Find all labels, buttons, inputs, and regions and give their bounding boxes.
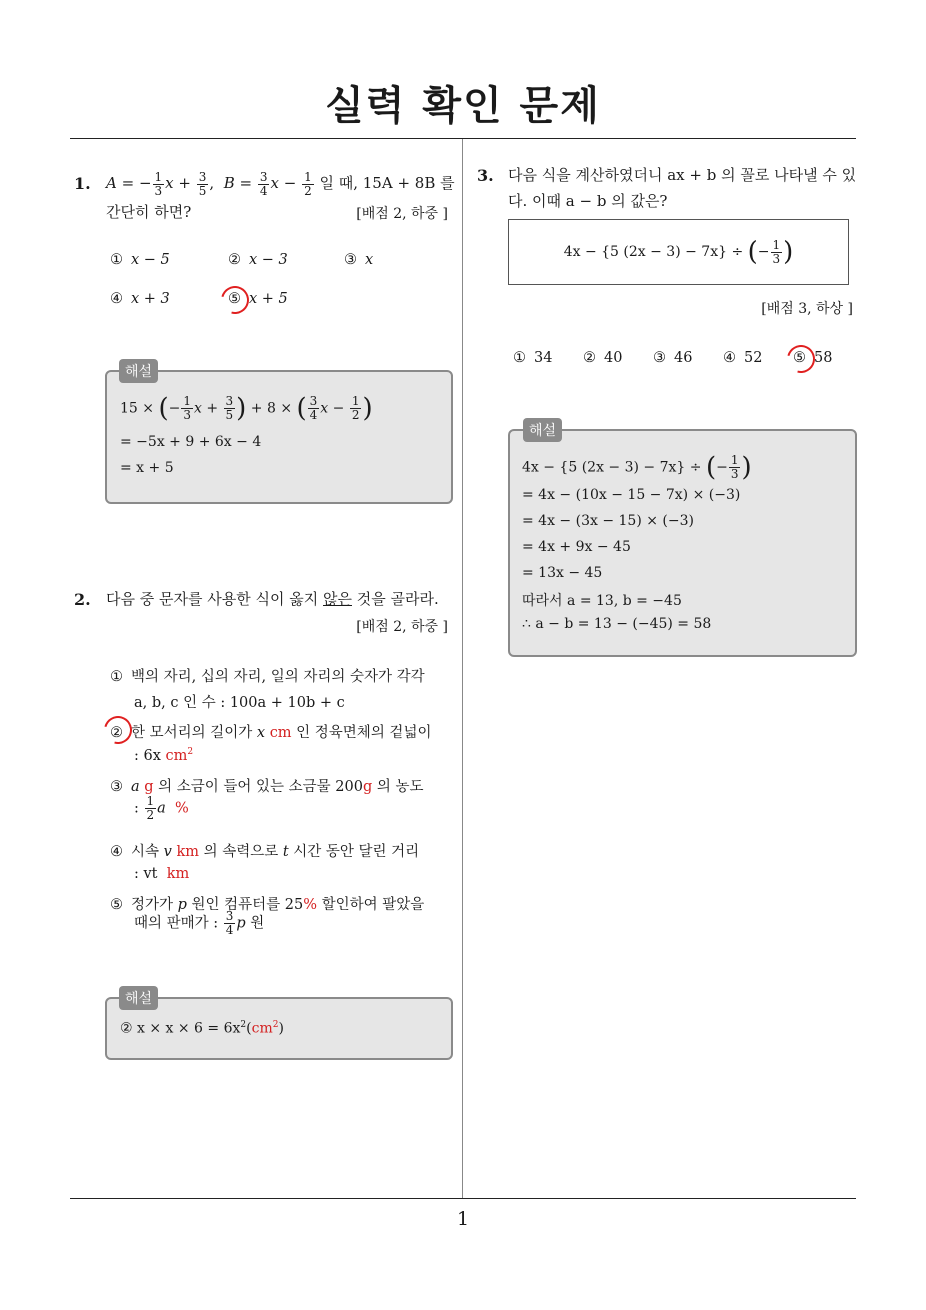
- q1-solution-tag: 해설: [119, 359, 158, 383]
- q1-solution-line-1: 15 × (− $\frac{1}{3}$ x + $\frac{3}{5}$ ) + 8 × ( $\frac{3}{4}$ x − $\frac{1}{2}$ ): [120, 393, 373, 424]
- q3-solution-line-2: = 4x − (10x − 15 − 7x) × (−3): [522, 487, 741, 503]
- page-title: 실력 확인 문제: [325, 83, 601, 129]
- q3-option-2[interactable]: ② 40: [583, 350, 623, 366]
- bottom-rule: [70, 1198, 856, 1199]
- q1-option-4[interactable]: ④ x + 3: [110, 291, 170, 307]
- q1-text-b: 간단히 하면?: [106, 203, 192, 221]
- q2-option-4-line-2: : vt km: [134, 866, 190, 882]
- q3-option-5[interactable]: ⑤ 58: [793, 350, 833, 366]
- q2-option-3-line-2: : $\frac{1}{2}$ a %: [134, 794, 189, 822]
- q2-option-2-line-2: : 6x $cm^2$: [134, 747, 194, 764]
- q3-solution-line-6: 따라서 a = 13, b = −45: [522, 593, 682, 609]
- q3-option-4[interactable]: ④ 52: [723, 350, 763, 366]
- q2-option-2[interactable]: ② 한 모서리의 길이가 x cm 인 정육면체의 겉넓이: [110, 725, 432, 741]
- q1-text: A = − $\frac{1}{3}$ x + $\frac{3}{5}$ , B = $\frac{3}{4}$ x − $\frac{1}{2}$ 일 때, 15A + 8B 를: [106, 169, 455, 198]
- q2-solution-tag: 해설: [119, 986, 158, 1010]
- q1-solution-line-3: = x + 5: [120, 460, 174, 476]
- q3-option-1[interactable]: ① 34: [513, 350, 553, 366]
- q3-text-a: 다음 식을 계산하였더니 ax + b 의 꼴로 나타낼 수 있: [508, 166, 857, 184]
- q2-score: [배점 2, 하중 ]: [356, 619, 448, 635]
- q2-option-5[interactable]: ⑤ 정가가 p 원인 컴퓨터를 25% 할인하여 팔았을: [110, 897, 425, 913]
- answer-circle-icon: [216, 281, 254, 319]
- q1-option-2[interactable]: ② x − 3: [228, 252, 288, 268]
- q1-solution-line-2: = −5x + 9 + 6x − 4: [120, 434, 262, 450]
- q3-expression-box: 4x − {5 (2x − 3) − 7x} ÷ ( − $\frac{1}{3}$ ): [508, 219, 849, 285]
- q3-solution-line-4: = 4x + 9x − 45: [522, 539, 631, 555]
- q3-number: 3.: [477, 166, 494, 185]
- q3-solution-tag: 해설: [523, 418, 562, 442]
- q2-option-3[interactable]: ③ a g 의 소금이 들어 있는 소금물 200g 의 농도: [110, 779, 424, 795]
- q1-number: 1.: [74, 174, 91, 193]
- answer-circle-icon: [782, 340, 820, 378]
- q3-solution-line-5: = 13x − 45: [522, 565, 603, 581]
- q2-underlined-word: 않은: [323, 590, 352, 608]
- q1-option-3[interactable]: ③ x: [344, 252, 374, 268]
- column-divider: [462, 139, 463, 1199]
- q2-text: 다음 중 문자를 사용한 식이 옳지 않은 것을 골라라.: [106, 590, 439, 608]
- top-rule: [70, 138, 856, 139]
- q3-option-3[interactable]: ③ 46: [653, 350, 693, 366]
- q2-option-1[interactable]: ① 백의 자리, 십의 자리, 일의 자리의 숫자가 각각: [110, 669, 425, 685]
- q2-solution-line: ② $x \times x \times 6 = 6x^2(cm^2)$: [120, 1020, 284, 1037]
- page-number: 1: [456, 1208, 470, 1230]
- q2-option-1-line-2: a, b, c 인 수 : 100a + 10b + c: [134, 695, 345, 711]
- q2-option-5-line-2: 때의 판매가 : $\frac{3}{4}$ p 원: [134, 909, 265, 937]
- q1-option-1[interactable]: ① x − 5: [110, 252, 170, 268]
- q3-solution-line-3: = 4x − (3x − 15) × (−3): [522, 513, 694, 529]
- q3-solution-line-1: 4x − {5 (2x − 3) − 7x} ÷ (− $\frac{1}{3}$ ): [522, 452, 752, 483]
- q1-text-a: 일 때, 15A + 8B 를: [319, 174, 455, 192]
- q2-option-4[interactable]: ④ 시속 v km 의 속력으로 t 시간 동안 달린 거리: [110, 844, 420, 860]
- q3-text-b: 다. 이때 a − b 의 값은?: [508, 192, 668, 210]
- q3-solution-line-7: ∴ a − b = 13 − (−45) = 58: [522, 616, 712, 632]
- answer-circle-icon: [99, 711, 137, 749]
- q3-score: [배점 3, 하상 ]: [761, 301, 853, 317]
- q1-score: [배점 2, 하중 ]: [356, 206, 448, 222]
- q2-number: 2.: [74, 590, 91, 609]
- q1-option-5[interactable]: ⑤ x + 5: [228, 291, 288, 307]
